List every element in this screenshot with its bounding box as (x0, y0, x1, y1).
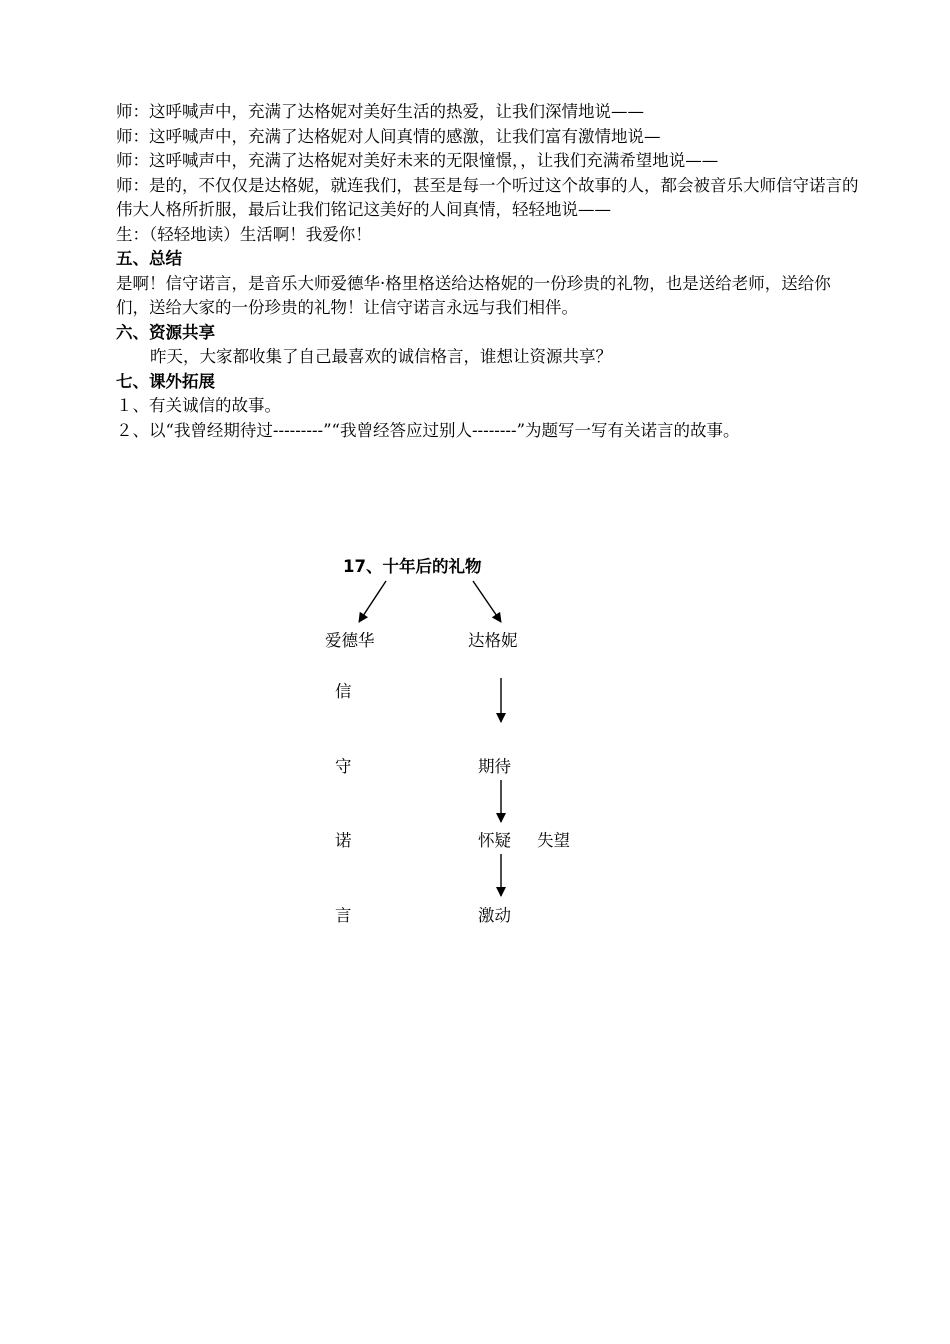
right-name: 达格妮 (468, 631, 518, 650)
diagram-title: 17、十年后的礼物 (343, 557, 482, 576)
right-step: 激动 (478, 906, 511, 925)
paragraph: 生：（轻轻地读）生活啊！我爱你！ (116, 224, 372, 244)
left-char: 守 (335, 757, 352, 776)
paragraph: 师：是的，不仅仅是达格妮，就连我们，甚至是每一个听过这个故事的人，都会被音乐大师信守诺言的伟大人格所折服，最后让我们铭记这美好的人间真情，轻轻地说—— (116, 175, 859, 219)
section-heading-extension: 七、课外拓展 (116, 371, 215, 391)
right-step: 期待 (478, 757, 511, 776)
paragraph: 是啊！信守诺言，是音乐大师爱德华·格里格送给达格妮的一份珍贵的礼物，也是送给老师，送给你们，送给大家的一份珍贵的礼物！让信守诺言永远与我们相伴。 (116, 273, 831, 317)
section-heading-resource-sharing: 六、资源共享 (116, 322, 215, 342)
arrow-title-to-left (359, 581, 386, 622)
left-char: 言 (335, 906, 352, 925)
paragraph: 师：这呼喊声中，充满了达格妮对美好生活的热爱，让我们深情地说—— (116, 102, 644, 121)
left-char: 诺 (335, 831, 352, 850)
list-item: １、有关诚信的故事。 (116, 396, 281, 415)
list-item: ２、以“我曾经期待过---------”“我曾经答应过别人--------”为题写一写有关诺言的故事。 (116, 420, 740, 440)
side-note: 失望 (537, 831, 570, 850)
left-char: 信 (335, 682, 352, 701)
arrow-title-to-right (473, 581, 501, 622)
paragraph: 师：这呼喊声中，充满了达格妮对人间真情的感激，让我们富有激情地说— (116, 126, 661, 146)
left-name: 爱德华 (325, 631, 375, 650)
paragraph: 师：这呼喊声中，充满了达格妮对美好未来的无限憧憬，，让我们充满希望地说—— (116, 151, 719, 170)
section-heading-summary: 五、总结 (116, 249, 182, 268)
right-step: 怀疑 (478, 831, 511, 850)
paragraph: 昨天，大家都收集了自己最喜欢的诚信格言，谁想让资源共享？ (150, 347, 612, 366)
